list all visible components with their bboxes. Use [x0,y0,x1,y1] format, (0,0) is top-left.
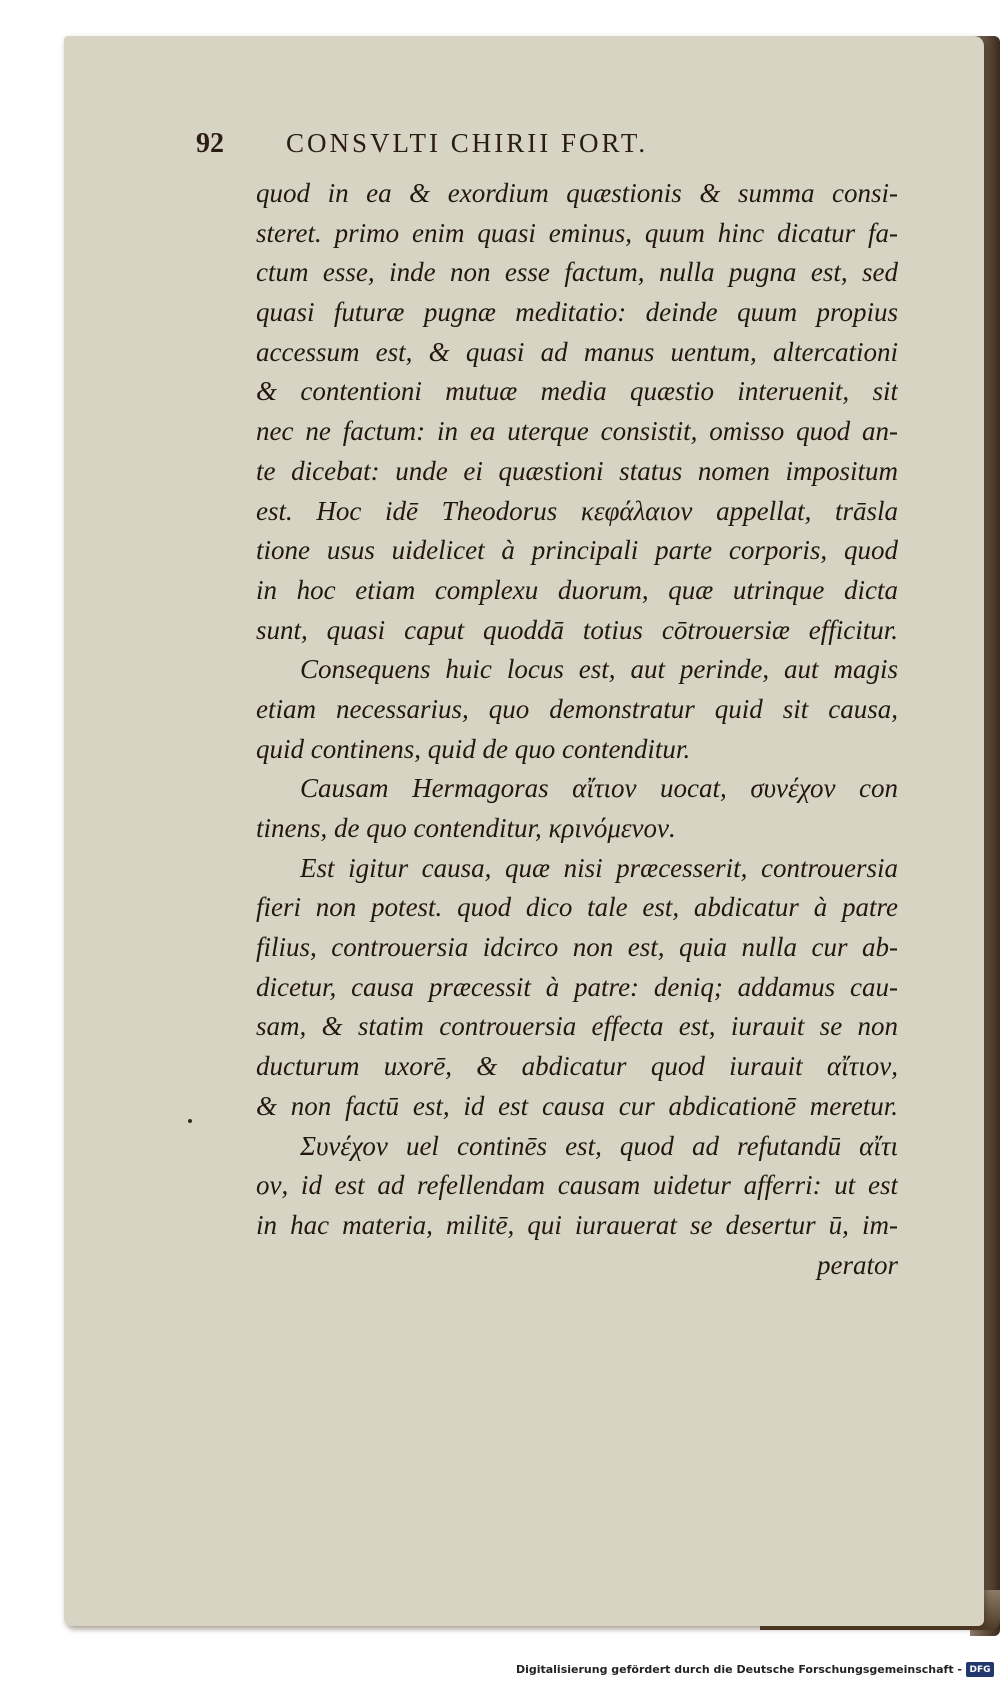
text-line: Est igitur causa, quæ nisi præcesserit, controuersia [300,852,898,883]
margin-dot [188,1119,192,1123]
dfg-logo: DFG [966,1662,994,1677]
text-line: quid continens, quid de quo contenditur. [256,733,691,764]
text-line: fieri non potest. quod dico tale est, abdicatur à patre [256,892,898,923]
text-line: est. Hoc idē Theodorus κεφάλαιον appellat, trāsla [256,495,898,526]
text-line: & non factū est, id est causa cur abdicationē meretur. [256,1090,898,1121]
text-line: te dicebat: unde ei quæstioni status nomen impositum [256,455,898,486]
running-head: CONSVLTI CHIRII FORT. [286,128,649,158]
text-line: tinens, de quo contenditur, κρινόμενον. [256,813,676,843]
text-line: ducturum uxorē, & abdicatur quod iurauit αἴτιον, [256,1051,898,1082]
body-text [256,174,898,1285]
text-line: ον, id est ad refellendam causam uidetur afferri: ut est [256,1170,898,1201]
text-line: Consequens huic locus est, aut perinde, aut magis [300,654,898,685]
text-line: sam, & statim controuersia effecta est, iurauit se non [256,1011,898,1042]
text-line: etiam necessarius, quo demonstratur quid sit causa, [256,693,898,724]
catchword: perator [817,1249,898,1280]
text-line: & contentioni mutuæ media quæstio interuenit, sit [256,376,898,407]
text-line: tione usus uidelicet à principali parte corporis, quod [256,535,898,566]
page-header [196,128,836,172]
text-line: sunt, quasi caput quoddā totius cōtrouersiæ efficitur. [256,614,898,645]
text-line: accessum est, & quasi ad manus uentum, altercationi [256,336,898,367]
text-line: in hoc etiam complexu duorum, quæ utrinque dicta [256,574,898,605]
text-line: dicetur, causa præcessit à patre: deniq; addamus cau- [256,971,898,1002]
text-line: Causam Hermagoras αἴτιον uocat, συνέχον con [300,773,898,804]
text-line: quod in ea & exordium quæstionis & summa consi- [256,178,898,208]
text-line: nec ne factum: in ea uterque consistit, omisso quod an- [256,416,898,447]
text-line: quasi futuræ pugnæ meditatio: deinde quum propius [256,297,898,328]
text-line: ctum esse, inde non esse factum, nulla pugna est, sed [256,257,898,288]
text-line: Συνέχον uel continēs est, quod ad refutandū αἴτι [300,1130,898,1161]
digitization-footer [0,1660,1000,1681]
text-line: filius, controuersia idcirco non est, quia nulla cur ab- [256,932,898,963]
funding-credit: Digitalisierung gefördert durch die Deutsche Forschungsgemeinschaft - [515,1663,962,1676]
text-line: in hac materia, militē, qui iurauerat se desertur ū, im- [256,1209,898,1240]
text-line: steret. primo enim quasi eminus, quum hinc dicatur fa- [256,217,898,248]
folio-number: 92 [196,128,224,159]
